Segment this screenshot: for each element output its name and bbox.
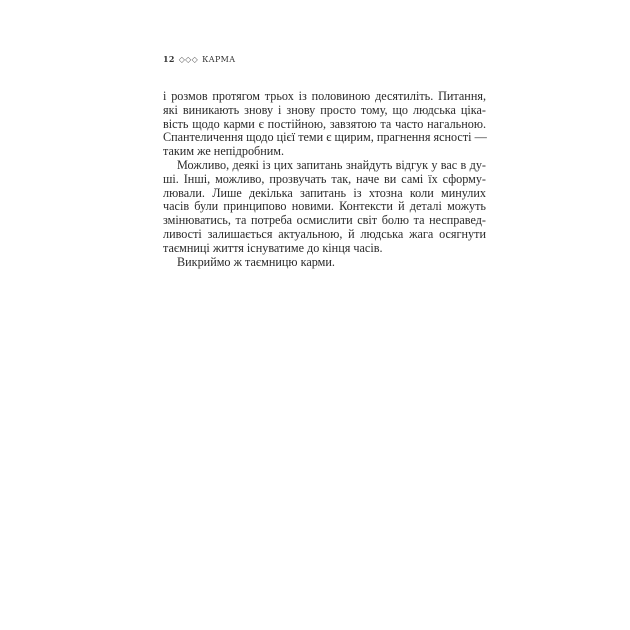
paragraph-1 — [163, 90, 486, 159]
text-line: змінюватись, та потреба осмислити світ болю та несправед- — [163, 213, 486, 228]
running-title: КАРМА — [202, 55, 236, 64]
text-line: які виникають знову і знову просто тому, що людська ціка- — [163, 102, 486, 117]
text-line: лювали. Лише декілька запитань із хтозна коли минулих — [163, 185, 486, 200]
text-line: Можливо, деякі із цих запитань знайдуть відгук у вас в ду- — [177, 157, 486, 172]
text-line: вість щодо карми є постійною, завзятою та часто нагальною. — [163, 116, 486, 131]
text-line: Спантеличення щодо цієї теми є щирим, прагнення ясності — — [163, 130, 487, 145]
running-header — [163, 54, 235, 64]
text-line: ливості залишається актуальною, й людська жага осягнути — [163, 226, 486, 241]
text-line: таємниці життя існуватиме до кінця часів. — [163, 240, 383, 255]
page-number: 12 — [163, 54, 175, 64]
text-line: і розмов протягом трьох із половиною десятиліть. Питання, — [163, 89, 486, 103]
body-text — [163, 90, 486, 269]
text-line: часів були принципово новими. Контексти й деталі можуть — [163, 199, 486, 214]
text-line: таким же непідробним. — [163, 144, 285, 159]
paragraph-3 — [163, 256, 486, 270]
text-line: ші. Інші, можливо, прозвучать так, наче ви самі їх сформу- — [163, 171, 486, 186]
paragraph-2 — [163, 159, 486, 256]
text-line: Викриймо ж таємницю карми. — [177, 254, 335, 269]
ornament: ◇◇◇ — [178, 55, 199, 64]
